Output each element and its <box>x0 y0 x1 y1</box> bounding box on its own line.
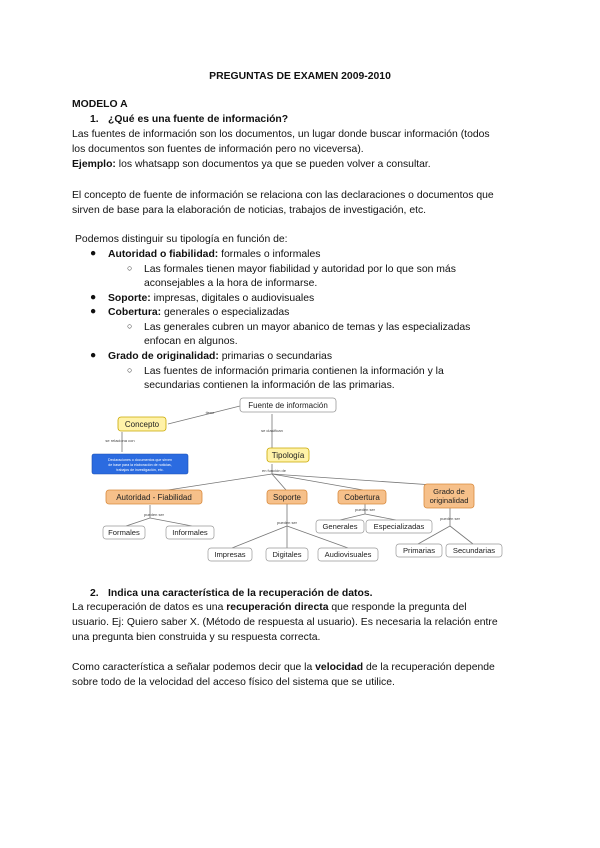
leaf-node <box>366 520 432 533</box>
typology-intro: Podemos distinguir su tipología en función de: <box>75 234 288 245</box>
node-label: Autoridad - Fiabilidad <box>116 493 192 502</box>
text-run: de la recuperación depende <box>363 662 495 673</box>
list-item-text: formales o informales <box>218 249 321 260</box>
list-item <box>108 306 289 321</box>
q1-example <box>72 158 431 173</box>
bullet-icon: ● <box>90 292 97 303</box>
node-label: Especializadas <box>373 522 425 531</box>
list-item <box>108 292 314 307</box>
q1-paragraph-line: sirven de base para la elaboración de noticias, trabajos de investigación, etc. <box>72 205 427 216</box>
example-label: Ejemplo: <box>72 159 116 170</box>
link-label: se clasifican <box>261 428 283 433</box>
node-label: Primarias <box>402 546 436 555</box>
text-run-bold: velocidad <box>315 662 364 673</box>
q2-paragraph-line <box>72 601 467 616</box>
link-label: pueden ser <box>276 520 298 525</box>
node-category <box>424 484 474 508</box>
node-label: de base para la elaboración de noticias, <box>108 463 172 467</box>
circle-bullet-icon: ○ <box>127 365 133 375</box>
circle-bullet-icon: ○ <box>127 321 133 331</box>
link-label: se relaciona con <box>105 438 135 443</box>
sub-item-line: secundarias contienen la información de las primarias. <box>144 380 395 391</box>
node-label: originalidad <box>429 496 469 505</box>
list-item <box>108 350 332 365</box>
leaf-node <box>318 548 378 561</box>
q1-paragraph-line: los documentos son fuentes de información pero no viceversa). <box>72 144 364 155</box>
node-label: Generales <box>322 522 358 531</box>
leaf-node <box>103 526 145 539</box>
link-label: pueden ser <box>439 516 461 521</box>
node-root <box>240 398 336 412</box>
sub-item-line: aconsejables a la hora de informarse. <box>144 278 318 289</box>
node-label: Soporte <box>272 493 302 502</box>
node-label: Formales <box>108 528 140 537</box>
q1-question: ¿Qué es una fuente de información? <box>108 114 289 125</box>
list-item-label: Grado de originalidad: <box>108 351 219 362</box>
example-text: los whatsapp son documentos ya que se pueden volver a consultar. <box>115 159 431 170</box>
page-title: PREGUNTAS DE EXAMEN 2009-2010 <box>209 71 391 82</box>
node-category <box>267 490 307 504</box>
text-run: Como característica a señalar podemos decir que la <box>72 662 316 673</box>
model-heading: MODELO A <box>72 99 128 110</box>
node-label: Cobertura <box>344 493 380 502</box>
node-label: trabajos de investigación, etc. <box>116 468 164 472</box>
node-category <box>106 490 202 504</box>
node-label: Fuente de información <box>248 401 328 410</box>
sub-item-line: Las generales cubren un mayor abanico de temas y las especializadas <box>144 322 471 333</box>
list-item-text: generales o especializadas <box>161 307 290 318</box>
list-item-text: primarias o secundarias <box>218 351 333 362</box>
node-concept-description <box>92 454 188 474</box>
concept-map-diagram <box>88 392 512 572</box>
list-item-label: Autoridad o fiabilidad: <box>108 249 219 260</box>
node-label: Digitales <box>272 550 302 559</box>
node-label: Informales <box>172 528 208 537</box>
text-run: La recuperación de datos es una <box>72 602 227 613</box>
q2-question: Indica una característica de la recuperación de datos. <box>108 588 373 599</box>
leaf-node <box>396 544 442 557</box>
node-label: Impresas <box>214 550 246 559</box>
list-item-text: impresas, digitales o audiovisuales <box>150 293 315 304</box>
node-category <box>338 490 386 504</box>
circle-bullet-icon: ○ <box>127 263 133 273</box>
leaf-node <box>446 544 502 557</box>
bullet-icon: ● <box>90 350 97 361</box>
leaf-node <box>166 526 214 539</box>
sub-item-line: Las formales tienen mayor fiabilidad y autoridad por lo que son más <box>144 264 456 275</box>
text-run: que responde la pregunta del <box>328 602 467 613</box>
link-label: pueden ser <box>143 512 165 517</box>
bullet-icon: ● <box>90 248 97 259</box>
node-label: Tipología <box>271 451 305 460</box>
node-label: Secundarias <box>452 546 496 555</box>
q1-paragraph-line: Las fuentes de información son los documentos, un lugar donde buscar información (todos <box>72 129 490 140</box>
q2-number: 2. <box>90 588 99 599</box>
link-label: pueden ser <box>354 507 376 512</box>
q1-number: 1. <box>90 114 99 125</box>
q2-paragraph-line <box>72 661 495 676</box>
leaf-node <box>208 548 252 561</box>
list-item-label: Cobertura: <box>108 307 162 318</box>
q2-paragraph-line: sobre todo de la velocidad del acceso físico del sistema que se utilice. <box>72 677 395 688</box>
list-item-label: Soporte: <box>108 293 151 304</box>
q2-paragraph-line: una pregunta bien construida y su respuesta correcta. <box>72 632 321 643</box>
bullet-icon: ● <box>90 306 97 317</box>
node-label: Declaraciones o documentos que sirven <box>108 458 172 462</box>
node-label: Concepto <box>124 420 160 429</box>
node-label: Grado de <box>433 487 465 496</box>
list-item <box>108 248 320 263</box>
link-label: en función de <box>261 468 287 473</box>
link-label: tiene <box>205 410 215 415</box>
node-typology <box>267 448 309 462</box>
q2-paragraph-line: usuario. Ej: Quiero saber X. (Método de respuesta al usuario). Es necesaria la relación entre <box>72 617 498 628</box>
node-label: Audiovisuales <box>324 550 372 559</box>
sub-item-line: enfocan en algunos. <box>144 336 238 347</box>
leaf-node <box>316 520 364 533</box>
sub-item-line: Las fuentes de información primaria contienen la información y la <box>144 366 444 377</box>
leaf-node <box>266 548 308 561</box>
q1-paragraph-line: El concepto de fuente de información se relaciona con las declaraciones o documentos que <box>72 190 494 201</box>
node-concept <box>118 417 166 431</box>
text-run-bold: recuperación directa <box>226 602 329 613</box>
